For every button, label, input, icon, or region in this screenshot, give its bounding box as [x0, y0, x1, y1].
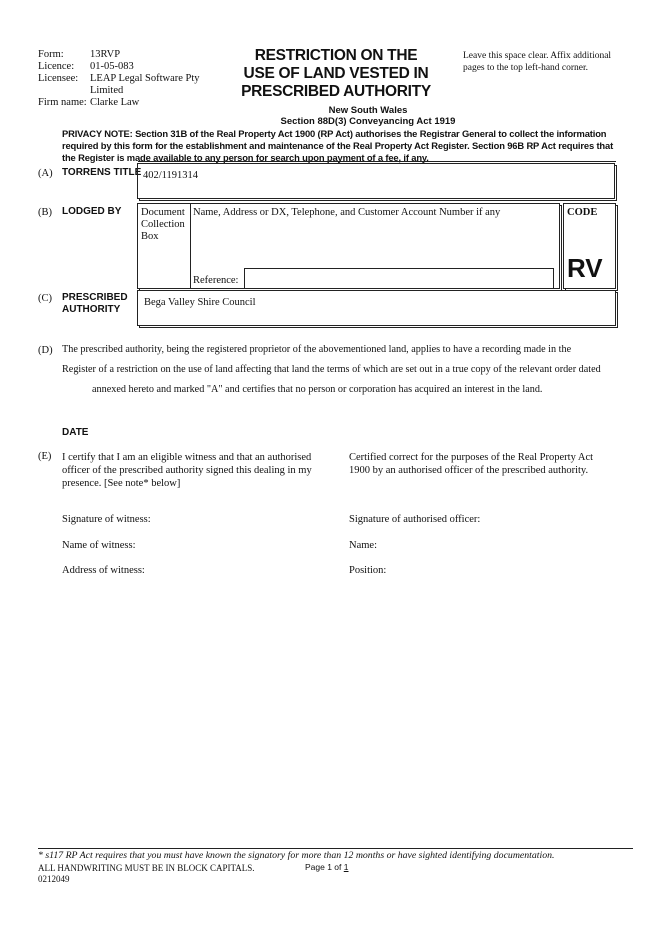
title-line-3: PRESCRIBED AUTHORITY: [241, 83, 431, 100]
firm-value: Clarke Law: [90, 97, 140, 108]
footnote: * s117 RP Act requires that you must have known the signatory for more than 12 months or have sighted identifying documentation.: [38, 850, 555, 861]
signature-of-witness-label: Signature of witness:: [62, 514, 151, 525]
torrens-title-label: TORRENS TITLE: [62, 167, 142, 178]
privacy-line-1: PRIVACY NOTE: Section 31B of the Real Property Act 1900 (RP Act) authorises the Registrar General to collect the information: [62, 128, 607, 139]
officer-name-label: Name:: [349, 540, 377, 551]
licence-value: 01-05-083: [90, 61, 134, 72]
section-c-letter: (C): [38, 293, 52, 304]
privacy-rule: [138, 161, 616, 162]
dcb-line-1: Document: [141, 207, 185, 218]
prescribed-authority-value: Bega Valley Shire Council: [144, 297, 256, 308]
witness-cert-line-2: officer of the prescribed authority signed this dealing in my: [62, 465, 312, 476]
privacy-note: [62, 128, 632, 164]
code-box: [563, 203, 616, 289]
licence-label: Licence:: [38, 61, 75, 72]
title-section: Section 88D(3) Conveyancing Act 1919: [280, 116, 456, 127]
officer-certification: [349, 451, 639, 477]
page-prefix: Page 1 of: [305, 862, 344, 872]
witness-cert-line-1: I certify that I am an eligible witness and that an authorised: [62, 452, 312, 463]
date-label: DATE: [62, 427, 89, 438]
section-d-line-1: The prescribed authority, being the registered proprietor of the abovementioned land, applies to have a recording made in the: [62, 344, 572, 355]
code-value: RV: [567, 253, 603, 283]
form-label: Form:: [38, 49, 64, 60]
page-total: 1: [343, 862, 349, 872]
dcb-line-3: Box: [141, 231, 159, 242]
handwriting-note: ALL HANDWRITING MUST BE IN BLOCK CAPITALS.: [38, 863, 255, 873]
code-label: CODE: [567, 207, 598, 218]
form-code: 0212049: [38, 874, 70, 884]
section-d-letter: (D): [38, 345, 53, 356]
torrens-title-value: 402/1191314: [143, 170, 199, 181]
prescribed-authority-box[interactable]: [137, 290, 616, 326]
section-d-line-2: Register of a restriction on the use of land affecting that land the terms of which are set out in a true copy of the relevant order dated: [62, 364, 601, 375]
title-line-2: USE OF LAND VESTED IN: [243, 65, 429, 82]
lodged-by-hint: Name, Address or DX, Telephone, and Customer Account Number if any: [193, 207, 501, 218]
officer-cert-line-1: Certified correct for the purposes of the Real Property Act: [349, 452, 594, 463]
section-d-text: [62, 340, 632, 400]
footer-rule: [38, 848, 633, 849]
officer-position-label: Position:: [349, 565, 387, 576]
section-a-letter: (A): [38, 168, 53, 179]
leave-clear-note: [463, 50, 653, 74]
witness-cert-line-3: presence. [See note* below]: [62, 478, 181, 489]
name-of-witness-label: Name of witness:: [62, 540, 136, 551]
address-of-witness-label: Address of witness:: [62, 565, 145, 576]
signature-of-officer-label: Signature of authorised officer:: [349, 514, 481, 525]
privacy-line-3: the Register is made available to any person for search upon payment of a fee, if any.: [62, 152, 429, 163]
section-b-letter: (B): [38, 207, 52, 218]
title-state: New South Wales: [328, 105, 408, 116]
document-collection-box-label: [141, 207, 189, 243]
prescribed-authority-label: [62, 292, 128, 316]
prescribed-authority-label-2: AUTHORITY: [62, 304, 121, 315]
form-title: [218, 47, 454, 101]
dcb-line-2: Collection: [141, 219, 185, 230]
reference-input[interactable]: [244, 268, 554, 288]
form-meta: [38, 49, 218, 109]
page-indicator: [305, 862, 349, 873]
licensee-value-cont: Limited: [90, 85, 124, 96]
form-value: 13RVP: [90, 49, 121, 60]
lodged-by-label: LODGED BY: [62, 206, 122, 217]
reference-label: Reference:: [193, 275, 239, 286]
torrens-title-box[interactable]: [137, 163, 615, 199]
licensee-value: LEAP Legal Software Pty: [90, 73, 200, 84]
title-line-1: RESTRICTION ON THE: [254, 47, 418, 64]
note-line-1: Leave this space clear. Affix additional: [463, 51, 612, 61]
section-e-letter: (E): [38, 451, 52, 462]
prescribed-authority-label-1: PRESCRIBED: [62, 292, 128, 303]
licensee-label: Licensee:: [38, 73, 79, 84]
privacy-line-2: required by this form for the establishment and maintenance of the Real Property Act Register. Section 96B RP Act requires that: [62, 140, 614, 151]
witness-certification: [62, 451, 332, 490]
officer-cert-line-2: 1900 by an authorised officer of the prescribed authority.: [349, 465, 589, 476]
dcb-divider: [190, 204, 191, 288]
lodged-by-box[interactable]: [137, 203, 560, 289]
section-d-line-3: annexed hereto and marked "A" and certifies that no person or corporation has acquired an interest in the land.: [92, 384, 543, 395]
note-line-2: pages to the top left-hand corner.: [463, 63, 589, 73]
firm-label: Firm name:: [38, 97, 87, 108]
